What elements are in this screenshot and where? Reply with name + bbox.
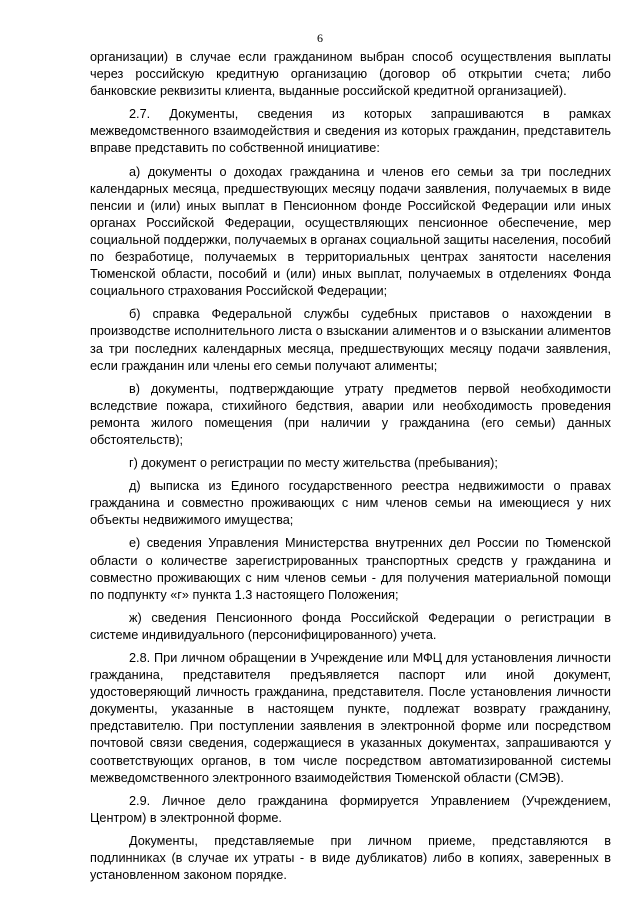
paragraph-2-7-e: е) сведения Управления Министерства внутренних дел России по Тюменской области о количестве зарегистрированных транспортных средств у гражданина и совместно проживающих с ним членов семьи - для получения материальной помощи по подпункту «г» пункта 1.3 настоящего Положения; [90, 536, 611, 602]
paragraph-2-7-d: д) выписка из Единого государственного реестра недвижимости о правах гражданина и совместно проживающих с ним членов семьи на имеющиеся у них объекты недвижимого имущества; [90, 479, 611, 528]
paragraph-2-7-a: а) документы о доходах гражданина и членов его семьи за три последних календарных месяца, предшествующих месяцу подачи заявления, получаемых в виде пенсии и (или) иных выплат в Пенсионном фонде Российской Федерации или иных органах Российской Федерации, осуществляющих пенсионное обеспечение, мер социальной поддержки, получаемых в органах социальной защиты населения, пособий по безработице, получаемых в территориальных центрах занятости населения Тюменской области, пособий и (или) иных выплат, получаемых в отделениях Фонда социального страхования Российской Федерации; [90, 164, 611, 299]
paragraph-2-9: 2.9. Личное дело гражданина формируется Управлением (Учреждением, Центром) в электронной форме. [90, 793, 611, 825]
paragraph-continuation: организации) в случае если гражданином выбран способ осуществления выплаты через российскую кредитную организацию (договор об открытии счета; либо банковские реквизиты клиента, выданные российской кредитной организацией). [90, 50, 611, 99]
paragraph-2-7-zh: ж) сведения Пенсионного фонда Российской Федерации о регистрации в системе индивидуального (персонифицированного) учета. [90, 610, 611, 642]
paragraph-2-7-v: в) документы, подтверждающие утрату предметов первой необходимости вследствие пожара, стихийного бедствия, аварии или необходимость проведения ремонта жилого помещения (при наличии у гражданина (его семьи) данных обстоятельств); [90, 381, 611, 447]
page-number: 6 [317, 31, 323, 45]
paragraph-2-8: 2.8. При личном обращении в Учреждение или МФЦ для установления личности гражданина, представителя предъявляется паспорт или иной документ, удостоверяющий личность гражданина, представителя. После установления личности документы, указанные в настоящем пункте, подлежат возврату гражданину, представителю. При поступлении заявления в электронной форме или посредством почтовой связи сведения, содержащиеся в указанных документах, запрашиваются у соответствующих органов, в том числе посредством автоматизированной системы межведомственного электронного взаимодействия Тюменской области (СМЭВ). [90, 651, 611, 785]
paragraph-2-7: 2.7. Документы, сведения из которых запрашиваются в рамках межведомственного взаимодействия и сведения из которых гражданин, представитель вправе представить по собственной инициативе: [90, 107, 611, 156]
paragraph-2-7-g: г) документ о регистрации по месту жительства (пребывания); [129, 456, 498, 471]
paragraph-2-7-b: б) справка Федеральной службы судебных приставов о нахождении в производстве исполнительного листа о взыскании алиментов и о взыскании алиментов за три последних календарных месяца, предшествующих месяцу подачи заявления, если гражданин или члены его семьи получают алименты; [90, 307, 611, 373]
paragraph-documents-note: Документы, представляемые при личном приеме, представляются в подлинниках (в случае их утраты - в виде дубликатов) либо в копиях, заверенных в установленном законом порядке. [90, 833, 611, 883]
document-body [90, 49, 611, 890]
